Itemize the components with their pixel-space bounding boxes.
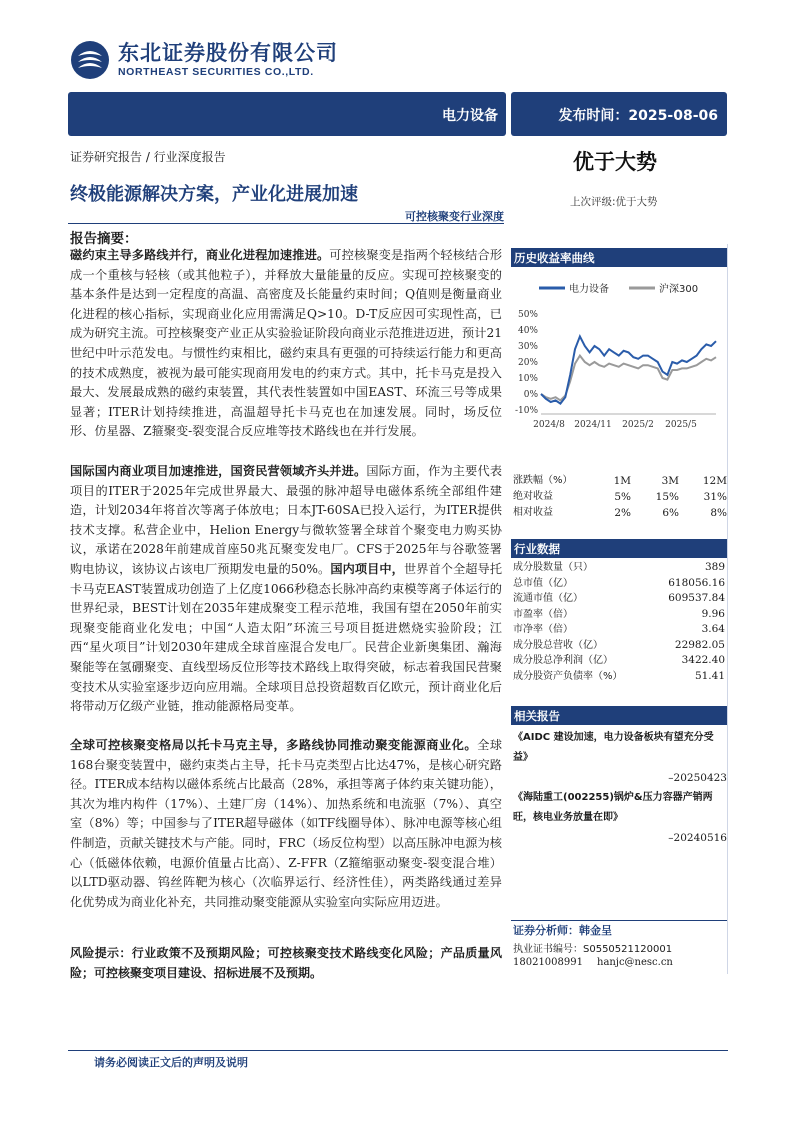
- industry-value: 51.41: [694, 669, 725, 682]
- x-tick-label: 2024/11: [574, 420, 612, 430]
- history-chart-title: 历史收益率曲线: [511, 248, 727, 267]
- history-return-chart: [511, 272, 727, 442]
- industry-label: 成分股总净利润（亿）: [513, 655, 613, 666]
- performance-header-row: [513, 473, 727, 489]
- series-line: [541, 356, 716, 401]
- previous-rating: 上次评级:优于大势: [570, 196, 658, 208]
- company-logo-icon: [70, 40, 110, 80]
- publish-band: [511, 92, 727, 136]
- industry-label: 流通市值（亿）: [513, 593, 583, 604]
- page-title: 终极能源解决方案，产业化进展加速: [70, 184, 358, 205]
- report-type: 证券研究报告 / 行业深度报告: [70, 150, 226, 164]
- performance-cell: 31%: [703, 491, 727, 503]
- summary-paragraph-1-lead: 磁约束主导多路线并行，商业化进程加速推进。: [70, 248, 330, 262]
- performance-cell: 8%: [710, 507, 727, 519]
- footer-divider: [68, 1050, 728, 1051]
- x-tick-label: 2025/2: [622, 420, 654, 430]
- rating: 优于大势: [573, 150, 657, 174]
- performance-cell: 2%: [614, 507, 631, 519]
- industry-value: 3422.40: [681, 654, 725, 666]
- industry-value: 609537.84: [668, 592, 725, 604]
- related-reports: [513, 728, 727, 848]
- industry-label: 成分股总营收（亿）: [513, 639, 603, 651]
- company-logo: [70, 40, 338, 80]
- performance-header-cell: 涨跌幅（%）: [513, 475, 573, 486]
- industry-row: [513, 653, 725, 669]
- analyst-divider: [511, 920, 727, 921]
- risk-warning-text: 风险提示：行业政策不及预期风险；可控核聚变技术路线变化风险；产品质量风险；可控核聚变项目建设、招标进展不及预期。: [70, 946, 502, 980]
- sector-band: [68, 92, 506, 136]
- related-reports-title: 相关报告: [511, 706, 727, 725]
- summary-paragraph-1: [70, 246, 502, 442]
- publish-date: 发布时间：2025-08-06: [558, 108, 718, 124]
- summary-paragraph-2-text-a: 国际方面，作为主要代表项目的ITER于2025年完成世界最大、最强的脉冲超导电磁体系统全部组件建造，计划2034年将首次等离子体放电；日本JT-60SA已投入运行，为ITER提供技术支撑。私营企业中，Helion Energy与微软签署全球首个聚变电力购买协议，承诺在2028年前建成首座50兆瓦聚变发电厂。CFS于2025年与谷歌签署购电协议，该协议占该电厂预期发电量的50%。: [70, 464, 503, 576]
- performance-cell: 5%: [614, 491, 631, 503]
- y-tick-label: 20%: [517, 358, 538, 368]
- industry-label: 成分股资产负债率（%）: [513, 670, 623, 682]
- industry-label: 成分股数量（只）: [513, 562, 593, 573]
- industry-value: 389: [704, 561, 725, 573]
- industry-row: [513, 622, 725, 638]
- title-divider: [68, 223, 504, 224]
- history-return-chart-svg: [511, 272, 727, 442]
- related-report-link[interactable]: 《AIDC 建设加速，电力设备板块有望充分受益》: [513, 732, 714, 763]
- company-name-en: NORTHEAST SECURITIES CO.,LTD.: [118, 66, 314, 78]
- summary-paragraph-1-text: 可控核聚变是指两个轻核结合形成一个重核与轻核（或其他粒子），并释放大量能量的反应。实现可控核聚变的基本条件是达到一定程度的高温、高密度及长能量约束时间；Q值则是衡量商业化进程的核心指标，实现商业化应用需满足Q>10。D-T反应因可实现性高，已成为研究主流。可控核聚变产业正从实验验证阶段向商业示范推进迈进，预计21世纪中叶示范发电。与惯性约束相比，磁约束具有更强的可持续运行能力和更高的技术成熟度，被视为最可能实现商用发电的约束方式。其中，托卡马克是投入最大、发展最成熟的磁约束装置，其代表性装置如中国EAST、环流三号等成果显著；ITER计划持续推进，高温超导托卡马克也在加速发展。同时，场反位形、仿星器、Z箍聚变-裂变混合反应堆等技术路线也在并行发展。: [70, 248, 503, 439]
- industry-data-title: 行业数据: [511, 539, 727, 558]
- analyst-certificate: 执业证书编号：S0550521120001: [513, 944, 673, 955]
- industry-label: 市盈率（倍）: [513, 608, 573, 620]
- performance-cell: 6%: [662, 507, 679, 519]
- y-tick-label: 40%: [517, 326, 538, 336]
- performance-cell: 15%: [655, 491, 679, 503]
- industry-label: 总市值（亿）: [513, 577, 573, 589]
- performance-table: [513, 473, 727, 521]
- report-subtitle: 可控核聚变行业深度: [405, 210, 504, 223]
- y-tick-label: 50%: [517, 310, 538, 320]
- legend-label: 沪深300: [659, 284, 699, 295]
- analyst-name: 证券分析师：韩金呈: [513, 924, 612, 937]
- summary-paragraph-3-text: 全球168台聚变装置中，磁约束类占主导，托卡马克类型占比达47%，是核心研究路径。ITER成本结构以磁体系统占比最高（28%，承担等离子体约束关键功能），其次为堆内构件（17%）、土建厂房（14%）、加热系统和电流驱（7%）、真空室（8%）等；中国参与了ITER超导磁体（如TF线圈导体）、脉冲电源等核心组件制造，贡献关键技术与产能。同时，FRC（场反位构型）以高压脉冲电源为核心（低磁体依赖，电源价值量占比高）、Z-FFR（Z箍缩驱动聚变-裂变混合堆）以LTD驱动器、钨丝阵靶为核心（次临界运行、经济性佳），两类路线通过差异化优势成为商业化补充，共同推动聚变能源从实验室向实际应用迈进。: [70, 738, 503, 909]
- industry-data-table: [513, 560, 725, 684]
- summary-paragraph-3: [70, 736, 502, 912]
- performance-header-cell: 3M: [661, 475, 679, 487]
- industry-value: 3.64: [701, 623, 725, 635]
- x-tick-label: 2024/8: [533, 420, 565, 430]
- summary-paragraph-2-lead-b: 国内项目中，: [330, 561, 404, 576]
- analyst-phone: 18021008991: [513, 957, 583, 968]
- summary-paragraph-2: [70, 462, 502, 717]
- legend-label: 电力设备: [569, 284, 609, 295]
- y-tick-label: 10%: [517, 374, 538, 384]
- risk-warning: [70, 944, 502, 983]
- related-report-link[interactable]: 《海陆重工(002255)锅炉&压力容器产销两旺，核电业务放量在即》: [513, 792, 713, 823]
- y-tick-label: 30%: [517, 342, 538, 352]
- industry-row: [513, 591, 725, 607]
- footer-disclaimer: 请务必阅读正文后的声明及说明: [94, 1056, 248, 1069]
- performance-cell: 相对收益: [513, 507, 553, 518]
- industry-value: 618056.16: [668, 576, 725, 589]
- performance-header-cell: 12M: [702, 475, 727, 487]
- performance-cell: 绝对收益: [513, 491, 553, 502]
- industry-row: [513, 638, 725, 654]
- x-tick-label: 2025/5: [665, 420, 697, 430]
- related-report-date: –20250423: [668, 772, 727, 784]
- industry-value: 22982.05: [674, 638, 725, 651]
- company-name-cn: 东北证券股份有限公司: [118, 41, 338, 65]
- industry-label: 市净率（倍）: [513, 624, 573, 635]
- industry-row: [513, 607, 725, 623]
- industry-value: 9.96: [701, 607, 725, 620]
- abstract-label: 报告摘要：: [70, 231, 138, 247]
- related-report-date: –20240516: [668, 832, 727, 844]
- summary-paragraph-2-lead: 国际国内商业项目加速推进，国资民营领域齐头并进。: [70, 464, 367, 478]
- industry-row: [513, 669, 725, 685]
- industry-row: [513, 576, 725, 592]
- summary-paragraph-3-lead: 全球可控核聚变格局以托卡马克主导，多路线协同推动聚变能源商业化。: [70, 738, 478, 752]
- analyst-email[interactable]: hanjc@nesc.cn: [597, 957, 673, 968]
- series-line: [541, 336, 716, 403]
- performance-header-cell: 1M: [613, 475, 631, 487]
- y-tick-label: 0%: [523, 390, 538, 400]
- performance-row: [513, 489, 727, 505]
- performance-row: [513, 505, 727, 521]
- industry-row: [513, 560, 725, 576]
- summary-paragraph-2-text-b: 世界首个全超导托卡马克EAST装置成功创造了上亿度1066秒稳态长脉冲高约束模等离子体运行的世界纪录，BEST计划在2035年建成聚变工程示范堆，我国有望在2050年前实现聚变能商业化发电；中国“人造太阳”环流三号项目挺进燃烧实验阶段；江西“星火项目”计划2030年建成全球首座混合发电厂。民营企业新奥集团、瀚海聚能等在氢硼聚变、直线型场反位形等技术路线上取得突破，标志着我国民营聚变技术从实验室逐步迈向应用端。全球项目总投资超数百亿欧元，预计商业化后将带动万亿级产业链，推动能源格局变革。: [70, 561, 503, 714]
- y-tick-label: -10%: [514, 406, 538, 416]
- sector-label: 电力设备: [442, 108, 498, 124]
